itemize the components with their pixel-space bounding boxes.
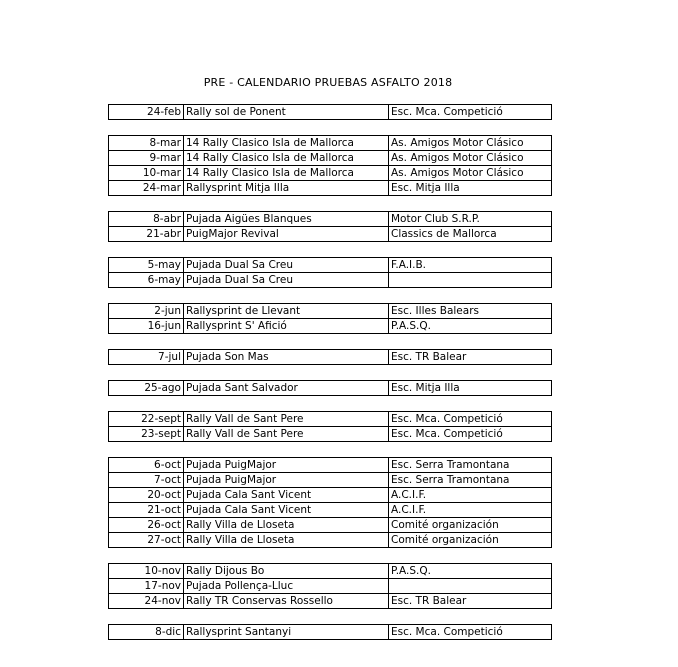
event-name: Rally sol de Ponent xyxy=(184,105,389,120)
event-date: 8-abr xyxy=(109,212,184,227)
event-name: PuigMajor Revival xyxy=(184,227,389,242)
event-organizer: Comité organización xyxy=(389,533,552,548)
table-row xyxy=(109,473,552,488)
event-name: Pujada Cala Sant Vicent xyxy=(184,503,389,518)
table-row xyxy=(109,181,552,196)
event-date: 7-jul xyxy=(109,350,184,365)
table-row xyxy=(109,381,552,396)
event-date: 24-feb xyxy=(109,105,184,120)
table-row xyxy=(109,625,552,640)
event-name: Pujada Aigües Blanques xyxy=(184,212,389,227)
event-name: Pujada PuigMajor xyxy=(184,473,389,488)
event-date: 10-nov xyxy=(109,564,184,579)
event-name: Pujada Sant Salvador xyxy=(184,381,389,396)
event-organizer: A.C.I.F. xyxy=(389,503,552,518)
table-row xyxy=(109,533,552,548)
event-date: 27-oct xyxy=(109,533,184,548)
event-organizer: Esc. Mca. Competició xyxy=(389,625,552,640)
event-organizer: A.C.I.F. xyxy=(389,488,552,503)
table-row xyxy=(109,427,552,442)
calendar-group xyxy=(108,457,552,548)
event-date: 6-oct xyxy=(109,458,184,473)
event-date: 21-abr xyxy=(109,227,184,242)
event-name: Pujada Dual Sa Creu xyxy=(184,258,389,273)
event-name: Rallysprint de Llevant xyxy=(184,304,389,319)
event-name: Rally Vall de Sant Pere xyxy=(184,412,389,427)
event-organizer: Esc. Mca. Competició xyxy=(389,105,552,120)
event-name: Rally Dijous Bo xyxy=(184,564,389,579)
event-organizer: Esc. Serra Tramontana xyxy=(389,473,552,488)
event-date: 24-nov xyxy=(109,594,184,609)
event-organizer: Motor Club S.R.P. xyxy=(389,212,552,227)
event-name: Pujada Dual Sa Creu xyxy=(184,273,389,288)
event-name: Rallysprint Santanyi xyxy=(184,625,389,640)
event-organizer: As. Amigos Motor Clásico xyxy=(389,166,552,181)
event-name: Pujada PuigMajor xyxy=(184,458,389,473)
event-organizer: As. Amigos Motor Clásico xyxy=(389,151,552,166)
calendar-group xyxy=(108,411,552,442)
event-name: Rally TR Conservas Rossello xyxy=(184,594,389,609)
event-organizer xyxy=(389,273,552,288)
page-title: PRE - CALENDARIO PRUEBAS ASFALTO 2018 xyxy=(203,76,453,89)
table-row xyxy=(109,488,552,503)
event-date: 10-mar xyxy=(109,166,184,181)
event-organizer: Esc. TR Balear xyxy=(389,594,552,609)
event-date: 24-mar xyxy=(109,181,184,196)
event-organizer: Esc. TR Balear xyxy=(389,350,552,365)
calendar-group xyxy=(108,563,552,609)
event-organizer: As. Amigos Motor Clásico xyxy=(389,136,552,151)
table-row xyxy=(109,136,552,151)
table-row xyxy=(109,579,552,594)
event-organizer: P.A.S.Q. xyxy=(389,319,552,334)
event-date: 6-may xyxy=(109,273,184,288)
event-organizer: Esc. Illes Balears xyxy=(389,304,552,319)
event-date: 20-oct xyxy=(109,488,184,503)
event-date: 9-mar xyxy=(109,151,184,166)
calendar-group xyxy=(108,257,552,288)
table-row xyxy=(109,273,552,288)
table-row xyxy=(109,503,552,518)
event-organizer: Classics de Mallorca xyxy=(389,227,552,242)
event-organizer: Esc. Mca. Competició xyxy=(389,412,552,427)
calendar-group xyxy=(108,104,552,120)
event-organizer: Comité organización xyxy=(389,518,552,533)
event-organizer xyxy=(389,579,552,594)
table-row xyxy=(109,105,552,120)
event-date: 8-dic xyxy=(109,625,184,640)
event-name: Rally Villa de Lloseta xyxy=(184,518,389,533)
event-name: Rallysprint S' Afició xyxy=(184,319,389,334)
event-name: Rally Villa de Lloseta xyxy=(184,533,389,548)
table-row xyxy=(109,458,552,473)
event-name: Rally Vall de Sant Pere xyxy=(184,427,389,442)
event-date: 16-jun xyxy=(109,319,184,334)
event-date: 5-may xyxy=(109,258,184,273)
event-organizer: Esc. Mitja Illa xyxy=(389,381,552,396)
calendar-group xyxy=(108,380,552,396)
event-organizer: P.A.S.Q. xyxy=(389,564,552,579)
table-row xyxy=(109,594,552,609)
calendar-group xyxy=(108,349,552,365)
event-date: 17-nov xyxy=(109,579,184,594)
event-name: Pujada Son Mas xyxy=(184,350,389,365)
event-name: 14 Rally Clasico Isla de Mallorca xyxy=(184,136,389,151)
event-name: Pujada Pollença-Lluc xyxy=(184,579,389,594)
event-organizer: Esc. Serra Tramontana xyxy=(389,458,552,473)
calendar-group xyxy=(108,135,552,196)
table-row xyxy=(109,319,552,334)
table-row xyxy=(109,258,552,273)
event-organizer: F.A.I.B. xyxy=(389,258,552,273)
event-organizer: Esc. Mca. Competició xyxy=(389,427,552,442)
event-name: Pujada Cala Sant Vicent xyxy=(184,488,389,503)
event-organizer: Esc. Mitja Illa xyxy=(389,181,552,196)
table-row xyxy=(109,304,552,319)
table-row xyxy=(109,212,552,227)
table-row xyxy=(109,350,552,365)
table-row xyxy=(109,518,552,533)
event-date: 7-oct xyxy=(109,473,184,488)
event-date: 22-sept xyxy=(109,412,184,427)
event-date: 25-ago xyxy=(109,381,184,396)
event-name: Rallysprint Mitja Illa xyxy=(184,181,389,196)
calendar-group xyxy=(108,303,552,334)
table-row xyxy=(109,227,552,242)
table-row xyxy=(109,564,552,579)
event-date: 23-sept xyxy=(109,427,184,442)
event-date: 8-mar xyxy=(109,136,184,151)
event-name: 14 Rally Clasico Isla de Mallorca xyxy=(184,151,389,166)
table-row xyxy=(109,166,552,181)
event-date: 2-jun xyxy=(109,304,184,319)
calendar-tables xyxy=(108,104,550,655)
event-name: 14 Rally Clasico Isla de Mallorca xyxy=(184,166,389,181)
event-date: 26-oct xyxy=(109,518,184,533)
table-row xyxy=(109,151,552,166)
event-date: 21-oct xyxy=(109,503,184,518)
table-row xyxy=(109,412,552,427)
calendar-group xyxy=(108,211,552,242)
calendar-group xyxy=(108,624,552,640)
